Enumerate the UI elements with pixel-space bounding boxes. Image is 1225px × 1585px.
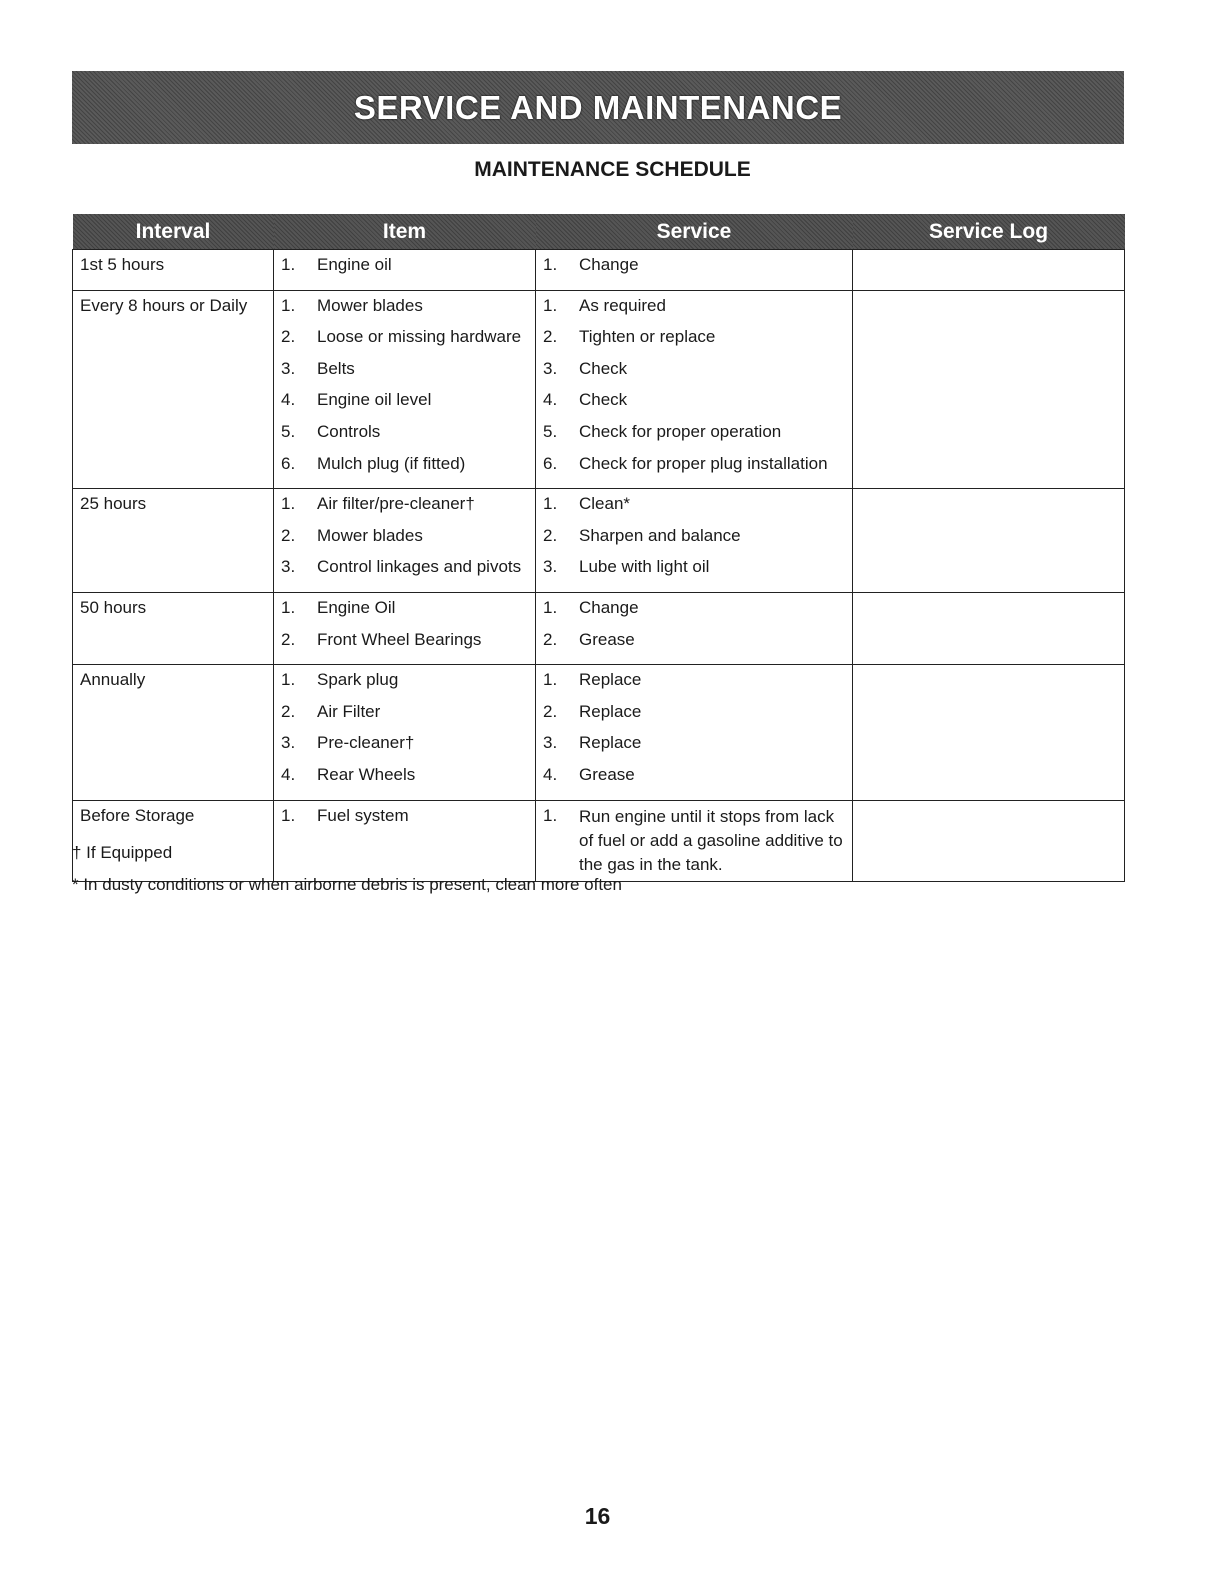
interval-label: Annually [80,670,146,690]
table-row [73,290,1125,489]
list-item: 4. Check [543,390,628,410]
list-item: 1. Run engine until it stops from lack of fuel or add a gasoline additive to the gas in the tank. [543,805,843,874]
list-item: 1. Air filter/pre-cleaner† [281,494,475,514]
list-item: 2. Mower blades [281,525,423,545]
service-log-cell[interactable] [853,489,1125,593]
list-item: 3. Pre-cleaner† [281,733,415,753]
service-log-cell[interactable] [853,290,1125,489]
list-item: 1. Engine oil [281,255,392,274]
service-log-cell[interactable] [853,250,1125,291]
list-item: 4. Rear Wheels [281,764,416,784]
footnote-dusty-conditions: * In dusty conditions or when airborne debris is present, clean more often [72,875,622,894]
page-subtitle: MAINTENANCE SCHEDULE [474,158,751,181]
interval-cell [73,592,274,664]
interval-label: Before Storage [80,805,195,825]
service-cell [536,250,853,291]
list-item: 3. Check [543,358,628,378]
interval-cell [73,250,274,291]
column-header-service: Service [536,214,853,250]
list-item: 2. Sharpen and balance [543,525,741,545]
interval-cell [73,800,274,881]
item-cell [274,592,536,664]
list-item: 5. Controls [281,421,381,441]
section-banner [72,71,1124,144]
service-cell [536,592,853,664]
item-cell [274,665,536,800]
column-header-service-log: Service Log [853,214,1125,250]
list-item: 2. Loose or missing hardware [281,327,522,347]
service-log-cell[interactable] [853,665,1125,800]
page-number: 16 [584,1503,611,1529]
list-item: 1. Change [543,597,639,617]
service-log-cell[interactable] [853,592,1125,664]
list-item: 1. Fuel system [281,805,409,825]
service-cell [536,800,853,881]
interval-label: 25 hours [80,494,147,514]
interval-label: 1st 5 hours [80,255,165,274]
list-item: 6. Mulch plug (if fitted) [281,453,466,473]
service-cell [536,290,853,489]
interval-cell [73,665,274,800]
table-header-row [73,214,1125,250]
table-row [73,665,1125,800]
table-row [73,489,1125,593]
item-cell [274,290,536,489]
list-item: 4. Grease [543,764,635,784]
list-item: 2. Replace [543,701,642,721]
service-cell [536,665,853,800]
list-item: 1. As required [543,295,666,315]
banner-title: SERVICE AND MAINTENANCE [353,88,843,126]
list-item: 1. Clean* [543,494,631,514]
service-cell [536,489,853,593]
column-header-interval: Interval [73,214,274,250]
footnote-if-equipped: † If Equipped [72,843,173,862]
item-cell [274,800,536,881]
list-item: 5. Check for proper operation [543,421,782,441]
table-row [73,592,1125,664]
list-item: 3. Lube with light oil [543,557,710,577]
table-row [73,250,1125,291]
interval-label: Every 8 hours or Daily [80,295,248,315]
list-item: 1. Replace [543,670,642,690]
list-item: 1. Mower blades [281,295,423,315]
interval-label: 50 hours [80,597,147,617]
list-item: 3. Control linkages and pivots [281,557,522,577]
service-log-cell[interactable] [853,800,1125,881]
list-item: 1. Change [543,255,639,274]
list-item: 1. Engine Oil [281,597,396,617]
list-item: 3. Belts [281,358,355,378]
list-item: 1. Spark plug [281,670,399,690]
item-cell [274,489,536,593]
list-item: 3. Replace [543,733,642,753]
list-item: 2. Tighten or replace [543,327,716,347]
maintenance-schedule-table [72,214,1125,882]
list-item: 4. Engine oil level [281,390,432,410]
column-header-item: Item [274,214,536,250]
list-item: 6. Check for proper plug installation [543,453,828,473]
interval-cell [73,489,274,593]
list-item: 2. Air Filter [281,701,381,721]
table-row [73,800,1125,881]
list-item: 2. Grease [543,629,635,649]
interval-cell [73,290,274,489]
item-cell [274,250,536,291]
list-item: 2. Front Wheel Bearings [281,629,482,649]
